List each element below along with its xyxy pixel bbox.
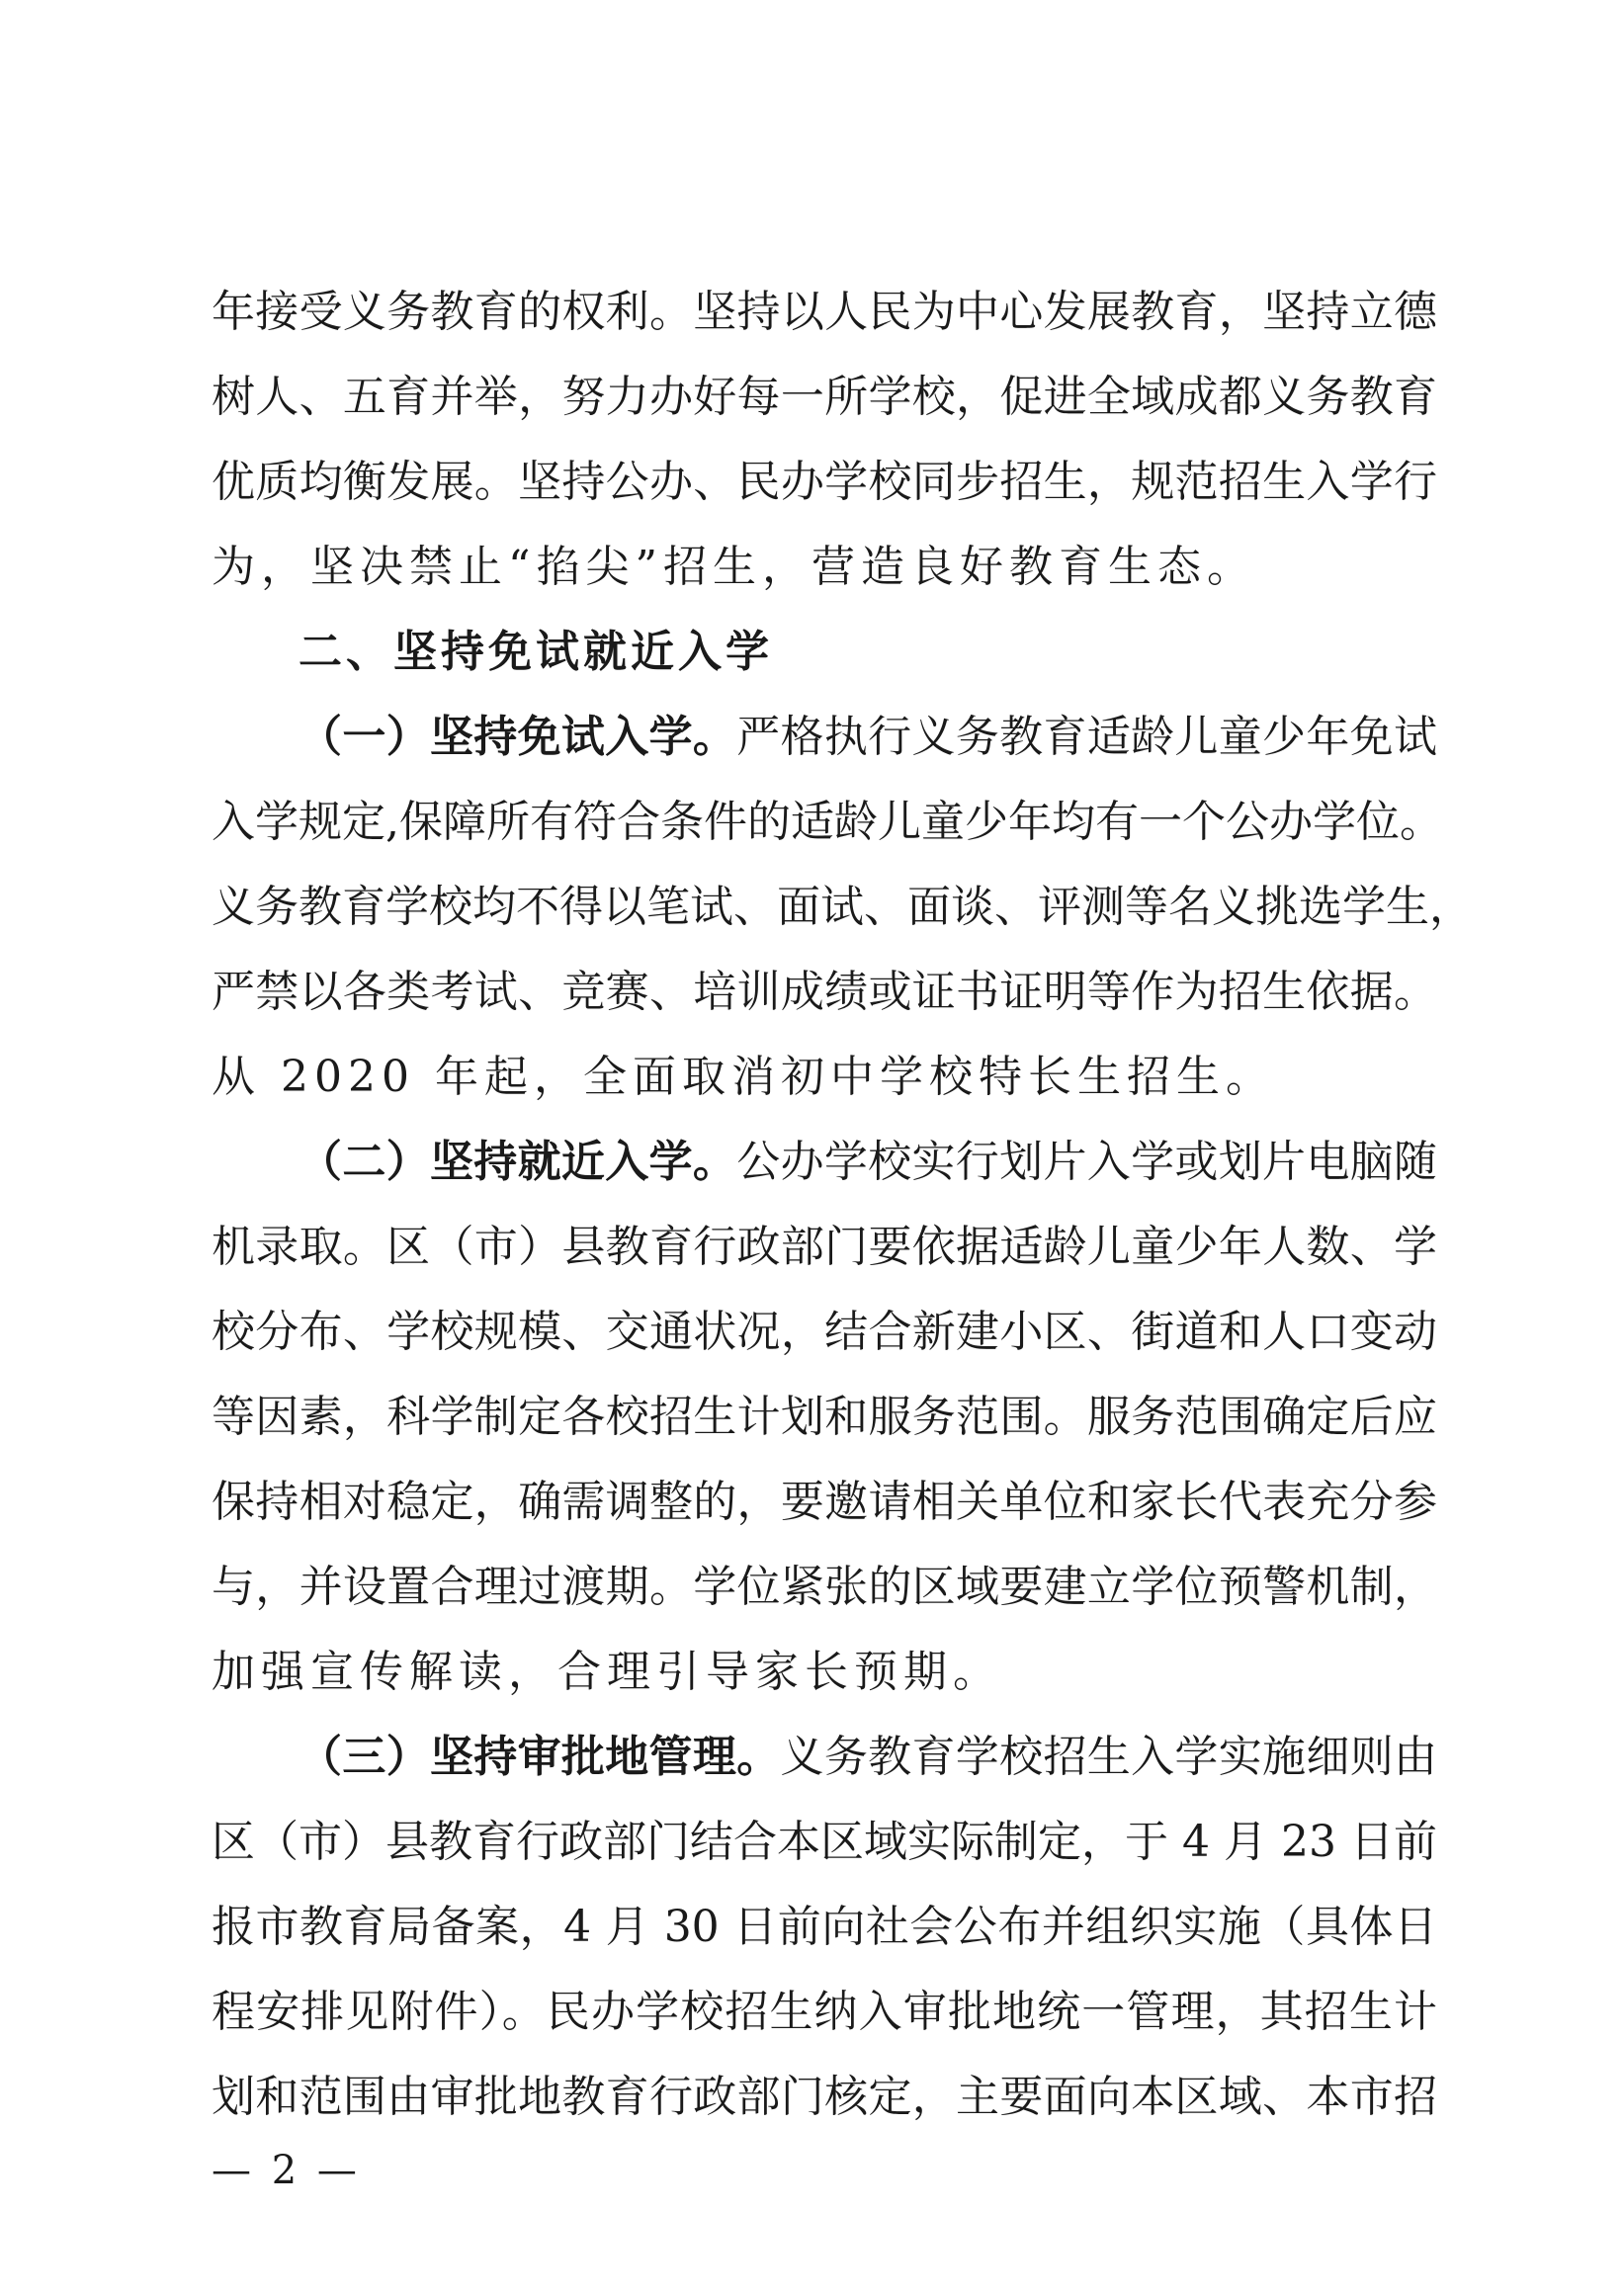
item-1-first-line (299, 708, 1437, 767)
section-heading: 二、坚持免试就近入学 (299, 627, 773, 677)
paragraph-line: 从 2020 年起，全面取消初中学校特长生招生。 (212, 1052, 1275, 1102)
paragraph-line: 区（市）县教育行政部门结合本区域实际制定，于 4 月 23 日前 (212, 1817, 1437, 1867)
item-2-first-line (299, 1133, 1437, 1192)
paragraph-line: 程安排见附件）。民办学校招生纳入审批地统一管理，其招生计 (212, 1987, 1437, 2037)
item-3-title: （三）坚持审批地管理。 (299, 1732, 781, 1782)
paragraph-line: 年接受义务教育的权利。坚持以人民为中心发展教育，坚持立德 (212, 287, 1437, 337)
item-2-title: （二）坚持就近入学。 (299, 1137, 737, 1187)
paragraph-line: 报市教育局备案，4 月 30 日前向社会公布并组织实施（具体日 (212, 1902, 1437, 1952)
page-number: — 2 — (212, 2148, 361, 2193)
item-2-first-text: 公办学校实行划片入学或划片电脑随 (736, 1137, 1438, 1187)
paragraph-line: 划和范围由审批地教育行政部门核定，主要面向本区域、本市招 (212, 2072, 1437, 2122)
paragraph-line: 入学规定,保障所有符合条件的适龄儿童少年均有一个公办学位。 (212, 797, 1443, 847)
item-1-title: （一）坚持免试入学。 (299, 712, 737, 762)
item-1-first-text: 严格执行义务教育适龄儿童少年免试 (736, 712, 1438, 762)
paragraph-line: 校分布、学校规模、交通状况，结合新建小区、街道和人口变动 (212, 1307, 1437, 1357)
paragraph-line: 加强宣传解读，合理引导家长预期。 (212, 1647, 1002, 1697)
paragraph-line: 优质均衡发展。坚持公办、民办学校同步招生，规范招生入学行 (212, 457, 1437, 507)
paragraph-line: 机录取。区（市）县教育行政部门要依据适龄儿童少年人数、学 (212, 1222, 1437, 1272)
item-3-first-line (299, 1728, 1437, 1787)
item-3-first-text: 义务教育学校招生入学实施细则由 (780, 1732, 1438, 1782)
paragraph-line: 义务教育学校均不得以笔试、面试、面谈、评测等名义挑选学生， (212, 882, 1473, 932)
paragraph-line: 保持相对稳定，确需调整的，要邀请相关单位和家长代表充分参 (212, 1477, 1437, 1527)
paragraph-line: 树人、五育并举，努力办好每一所学校，促进全域成都义务教育 (212, 372, 1437, 422)
paragraph-line: 严禁以各类考试、竞赛、培训成绩或证书证明等作为招生依据。 (212, 967, 1437, 1017)
paragraph-line: 为，坚决禁止“掐尖”招生，营造良好教育生态。 (212, 542, 1256, 592)
paragraph-line: 与，并设置合理过渡期。学位紧张的区域要建立学位预警机制， (212, 1562, 1437, 1612)
paragraph-line: 等因素，科学制定各校招生计划和服务范围。服务范围确定后应 (212, 1392, 1437, 1442)
